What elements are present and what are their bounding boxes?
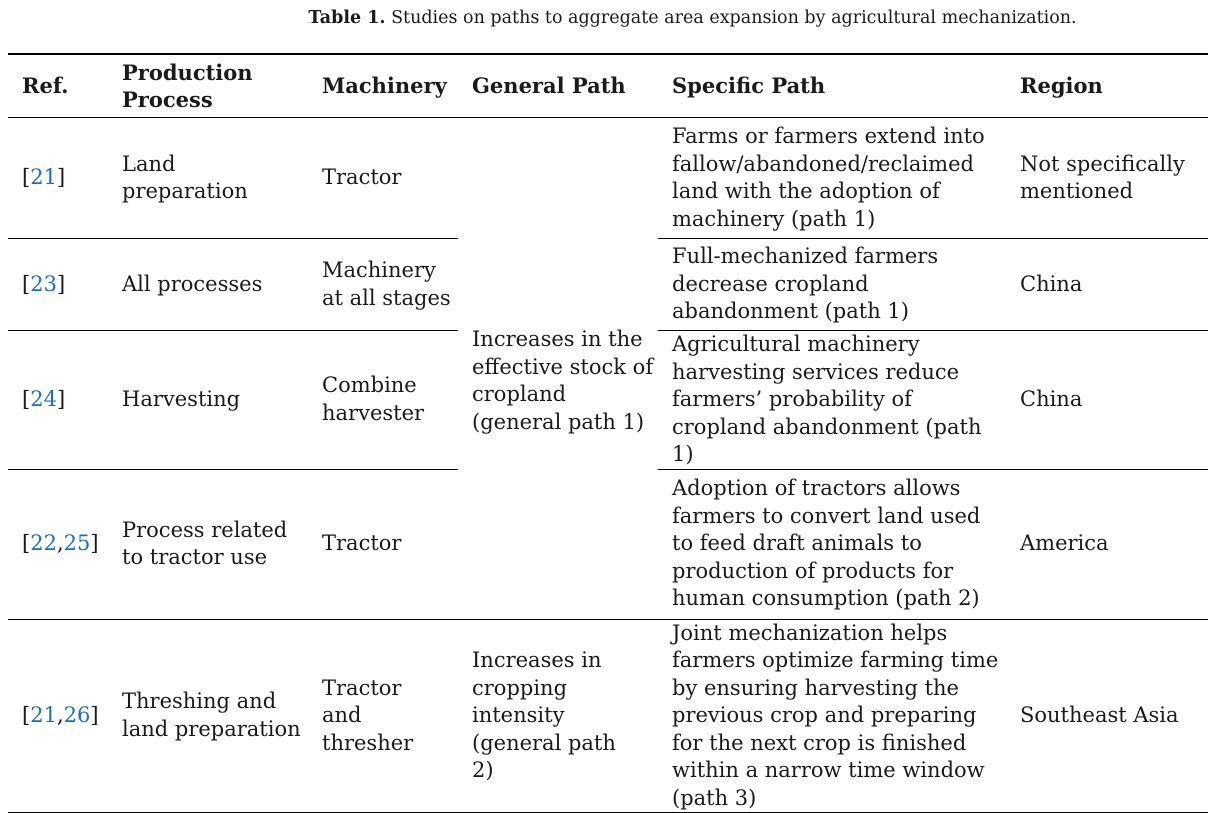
header-machinery: Machinery (308, 54, 458, 118)
ref-cell: [22,25] (8, 469, 108, 619)
specific-path-cell: Farms or farmers extend into fallow/abandoned/reclaimed land with the adoption of machinery (path 1) (658, 118, 1006, 239)
ref-link[interactable]: 21 (30, 703, 57, 727)
ref-link[interactable]: 26 (63, 703, 91, 727)
specific-path-cell: Joint mechanization helps farmers optimize farming time by ensuring harvesting the previous crop and preparing for the next crop is finished within a narrow time window (path 3) (658, 619, 1006, 813)
process-cell: Process related to tractor use (108, 469, 308, 619)
table-caption (0, 8, 1215, 28)
process-cell: Land preparation (108, 118, 308, 239)
table-caption-text: Studies on paths to aggregate area expansion by agricultural mechanization. (391, 8, 1077, 28)
region-cell: China (1006, 239, 1208, 331)
machinery-cell: Tractor and thresher (308, 619, 458, 813)
table-row (8, 118, 1208, 239)
machinery-cell: Machinery at all stages (308, 239, 458, 331)
process-cell: Threshing and land preparation (108, 619, 308, 813)
header-region: Region (1006, 54, 1208, 118)
ref-link[interactable]: 24 (30, 387, 57, 411)
specific-path-cell: Full-mechanized farmers decrease cropland abandonment (path 1) (658, 239, 1006, 331)
ref-cell: [23] (8, 239, 108, 331)
ref-link[interactable]: 22 (30, 531, 57, 556)
table-row (8, 619, 1208, 813)
process-cell: All processes (108, 239, 308, 331)
table-caption-label: Table 1. (308, 8, 386, 28)
region-cell: Not specifically mentioned (1006, 118, 1208, 239)
specific-path-cell: Agricultural machinery harvesting services reduce farmers’ probability of cropland abandonment (path 1) (658, 331, 1006, 470)
machinery-cell: Combine harvester (308, 331, 458, 470)
header-general-path: General Path (458, 54, 658, 118)
general-path-cell: Increases in the effective stock of cropland (general path 1) (458, 118, 658, 620)
ref-cell: [24] (8, 331, 108, 470)
ref-link[interactable]: 21 (30, 165, 57, 190)
region-cell: Southeast Asia (1006, 619, 1208, 813)
header-row (8, 54, 1208, 118)
general-path-cell: Increases in cropping intensity (general path 2) (458, 619, 658, 813)
ref-link[interactable]: 25 (63, 531, 91, 556)
region-cell: China (1006, 331, 1208, 470)
machinery-cell: Tractor (308, 118, 458, 239)
ref-cell: [21] (8, 118, 108, 239)
process-cell: Harvesting (108, 331, 308, 470)
header-ref: Ref. (8, 54, 108, 118)
ref-cell: [21,26] (8, 619, 108, 813)
machinery-cell: Tractor (308, 469, 458, 619)
header-process: Production Process (108, 54, 308, 118)
specific-path-cell: Adoption of tractors allows farmers to convert land used to feed draft animals to production of products for human consumption (path 2) (658, 469, 1006, 619)
header-specific-path: Specific Path (658, 54, 1006, 118)
ref-link[interactable]: 23 (30, 271, 57, 296)
region-cell: America (1006, 469, 1208, 619)
studies-table (8, 53, 1208, 813)
